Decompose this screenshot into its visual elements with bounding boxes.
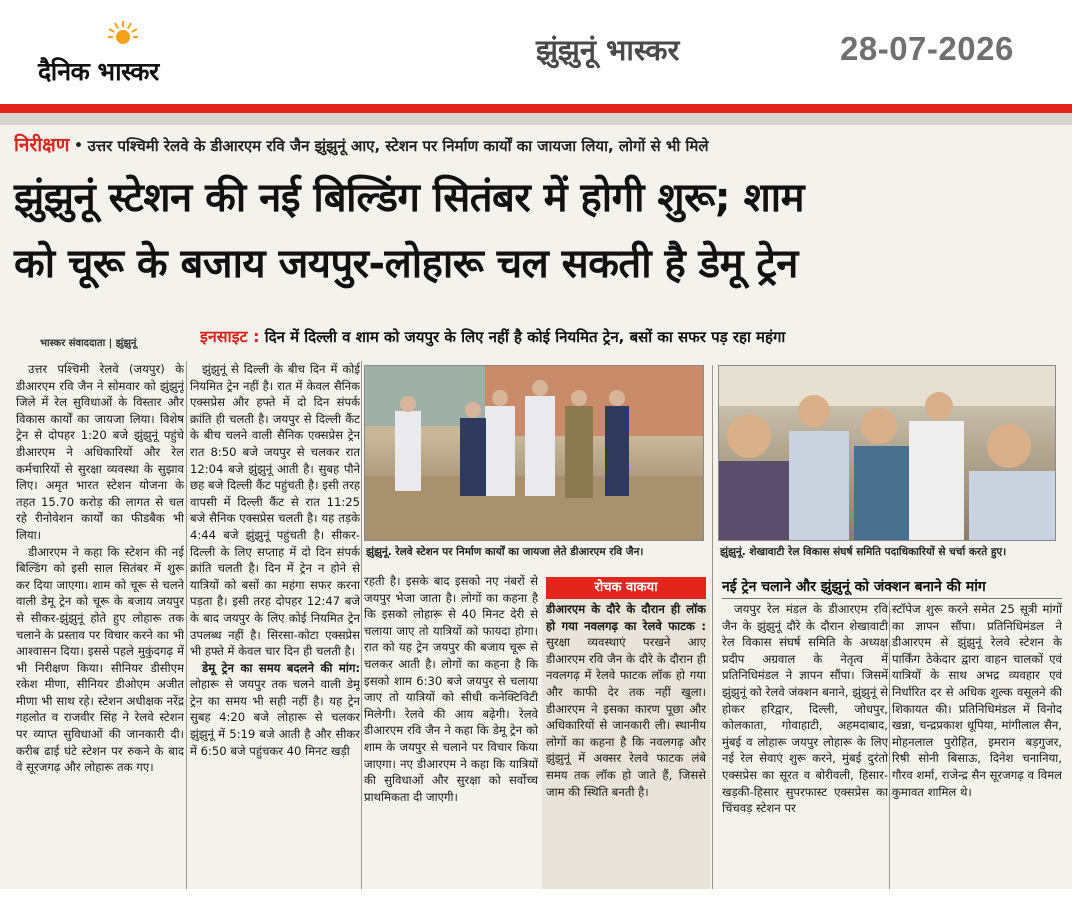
masthead-red-bar [0,104,1072,113]
section-subhead: नई ट्रेन चलाने और झुंझुनूं को जंक्शन बनाने की मांग [722,577,1062,599]
kicker-line [14,131,1064,161]
headline-line-2: को चूरू के बजाय जयपुर-लोहारू चल सकती है डेमू ट्रेन [14,241,798,287]
headline [14,165,1064,297]
column-rule [889,601,890,893]
dainik-bhaskar-logo [38,20,218,86]
logo-wordmark: दैनिक भास्कर [38,57,159,86]
insight-text: दिन में दिल्ली व शाम को जयपुर के लिए नहीं है कोई नियमित ट्रेन, बसों का सफर पड़ रहा महंगा [264,328,786,346]
article-column-2 [190,361,360,893]
bullet-icon: • [73,136,84,156]
paragraph: झुंझुनूं से दिल्ली के बीच दिन में कोई नियमित ट्रेन नहीं है। रात में केवल सैनिक एक्सप्रेस और हफ्ते में दो दिन संपर्क क्रांति ही चलती है। जयपुर से दिल्ली कैंट के बीच चलने वाली सैनिक एक्सप्रेस ट्रेन रात 8:50 बजे जयपुर से चलकर रात 12:04 बजे झुंझुनूं आती है। सुबह पौने छह बजे दिल्ली कैंट पहुंचती है। इसी तरह वापसी में दिल्ली कैंट से रात 11:25 बजे सैनिक एक्सप्रेस चलती है। यह तड़के 4:44 बजे झुंझुनूं पहुंचती है। सीकर- दिल्ली के लिए सप्ताह में दो दिन संपर्क क्रांति चलती है। दिन में ट्रेन न होने से यात्रियों को बसों का महंगा सफर करना पड़ता है। इसी तरह दोपहर 12:47 बजे के बाद जयपुर के लिए कोई नियमित ट्रेन उपलब्ध नहीं है। सिरसा-कोटा एक्सप्रेस भी हफ्ते में केवल चार दिन ही चलती है। [190,362,360,659]
sidebar-box-text [546,601,706,893]
masthead [0,0,1072,104]
kicker-text: उत्तर पश्चिमी रेलवे के डीआरएम रवि जैन झुंझुनूं आए, स्टेशन पर निर्माण कार्यों का जायजा लिया, लोगों से भी मिले [87,137,709,155]
paragraph: रहती है। इसके बाद इसको नए नंबरों से जयपुर भेजा जाता है। लोगों का कहना है कि इसको लोहारू से 40 मिनट देरी से चलाया जाए तो यात्रियों को फायदा होगा। रात को यह ट्रेन जयपुर की बजाय चूरू से चलकर आती है। लोगों का कहना है कि इसको शाम 6:30 बजे जयपुर से चलाया जाए तो यात्रियों को सीधी कनेक्टिविटी मिलेगी। रेलवे की आय बढ़ेगी। रेलवे डीआरएम रवि जैन ने कहा कि डेमू ट्रेन को शाम के जयपुर से चलाने पर विचार किया जाएगा। नए डीआरएम ने कहा कि यात्रियों की सुविधाओं और सुरक्षा को सर्वोच्च प्राथमिकता दी जाएगी। [364,574,538,804]
kicker-tag: निरीक्षण [14,134,70,156]
sidebar-box-lead: डीआरएम के दौरे के दौरान ही लॉक हो गया नवलगढ़ का रेलवे फाटक : [546,602,706,633]
insight-bar [200,325,1060,355]
column-rule [712,365,713,893]
torn-strip [0,113,1072,125]
insight-tag: इनसाइट : [200,327,260,346]
paragraph: स्टॉपेज शुरू करने समेत 25 सूत्री मांगों का ज्ञापन सौंपा। प्रतिनिधिमंडल ने डीआरएम से झुंझुनूं रेलवे स्टेशन के पार्किंग ठेकेदार द्वारा वाहन चालकों एवं यात्रियों के साथ अभद्र व्यवहार एवं निर्धारित दर से अधिक शुल्क वसूलने की शिकायत की। प्रतिनिधिमंडल में विनोद खन्ना, चन्द्रप्रकाश धूपिया, मांगीलाल सैन, मोहनलाल पुरोहित, इमरान बड़गुजर, रिषी सोनी बिसाऊ, दिनेश चनानिया, गौरव शर्मा, राजेन्द्र सैन सूरजगढ़ व विमल कुमावत शामिल थे। [892,602,1062,799]
paragraph: जयपुर रेल मंडल के डीआरएम रवि जैन के झुंझुनूं दौरे के दौरान शेखावाटी रेल विकास संघर्ष समिति के अध्यक्ष प्रदीप अग्रवाल के नेतृत्व में प्रतिनिधिमंडल ने ज्ञापन सौंपा। जिसमें झुंझुनूं को रेलवे जंक्शन बनाने, झुंझुनूं से होकर हरिद्वार, दिल्ली, जोधपुर, कोलकाता, गोवाहाटी, अहमदाबाद, मुंबई व लोहारू जयपुर लोहारू के लिए नई रेल सेवाएं शुरू करने, मुंबई दुरंतो एक्सप्रेस का सूरत व बोरीवली, हिसार-खड़की-हिसार सुपरफास्ट एक्सप्रेस का चिंचवड़ स्टेशन पर [722,602,888,816]
edition-title: झुंझुनूं भास्कर [536,33,680,67]
article-column-6 [892,601,1062,893]
sun-icon [108,20,138,50]
byline: भास्कर संवाददाता | झुंझुनूं [40,338,137,349]
newspaper-clipping [0,125,1072,897]
headline-line-1: झुंझुनूं स्टेशन की नई बिल्डिंग सितंबर में होगी शुरू; शाम [14,175,805,221]
article-column-5 [722,601,888,893]
photo-drm-inspection [364,365,704,541]
column-rule [361,361,362,893]
article-column-1 [16,361,184,893]
sidebar-box-title: रोचक वाकया [546,577,706,599]
paragraph: सुरक्षा व्यवस्थाएं परखने आए डीआरएम रवि जैन के दौरे के दौरान ही नवलगढ़ में रेलवे फाटक लॉक हो गया और काफी देर तक नहीं खुला। डीआरएम ने इसका कारण पूछा और अधिकारियों से जानकारी ली। स्थानीय लोगों का कहना है कि नवलगढ़ और झुंझुनूं में अक्सर रेलवे फाटक लंबे समय तक लॉक हो जाते हैं, जिससे जाम की स्थिति बनती है। [546,635,706,799]
photo-delegation-meeting [718,365,1056,541]
photo-illustration [365,366,704,541]
paragraph: डीआरएम ने कहा कि स्टेशन की नई बिल्डिंग को इसी साल सितंबर में शुरू कर दिया जाएगा। शाम को चूरू से चलने वाली डेमू ट्रेन को चूरू के बजाय जयपुर से सीकर-झुंझुनूं होते हुए लोहारू तक चलाने के प्रस्ताव पर विचार करने का भी आश्वासन दिया। इससे पहले मुकुंदगढ़ में भी निरीक्षण किया। सीनियर डीसीएम रकेश मीणा, सीनियर डीओएम अजीत मीणा भी साथ रहे। स्टेशन अधीक्षक नरेंद्र गहलोत व राजवीर सिंह ने रेलवे स्टेशन पर व्याप्त सुविधाओं की जानकारी दी। करीब ढाई घंटे स्टेशन पर रुकने के बाद वे सूरजगढ़ और लोहारू तक गए। [16,544,184,775]
article-column-3 [364,573,538,893]
photo-caption-2: झुंझुनूं. शेखावाटी रेल विकास संघर्ष समिति पदाधिकारियों से चर्चा करते हुए। [720,546,1007,558]
photo-caption-1: झुंझुनूं. रेलवे स्टेशन पर निर्माण कार्यों का जायजा लेते डीआरएम रवि जैन। [366,546,644,558]
edition-date: 28-07-2026 [840,30,1014,67]
photo-illustration [719,366,1056,541]
subhead-inline: डेमू ट्रेन का समय बदलने की मांग: [202,660,360,675]
paragraph: उत्तर पश्चिमी रेलवे (जयपुर) के डीआरएम रवि जैन ने सोमवार को झुंझुनूं जिले में रेल सुविधाओं के विस्तार और विकास कार्यों का जायजा लिया। विशेष ट्रेन से दोपहर 1:20 बजे झुंझुनूं पहुंचे डीआरएम ने अधिकारियों और रेल कर्मचारियों से सुरक्षा व्यवस्था के सुझाव लिए। अमृत भारत स्टेशन योजना के तहत 15.70 करोड़ की लागत से चल रहे रीनोवेशन कार्यों का फीडबैक भी लिया। [16,362,184,542]
paragraph: लोहारू से जयपुर तक चलने वाली डेमू ट्रेन का समय भी सही नहीं है। यह ट्रेन सुबह 4:20 बजे लोहारू से चलकर झुंझुनूं में 5:19 बजे आती है और सीकर में 6:50 बजे पहुंचकर 40 मिनट खड़ी [190,677,360,758]
column-rule [186,361,187,893]
bottom-margin [0,889,1072,897]
